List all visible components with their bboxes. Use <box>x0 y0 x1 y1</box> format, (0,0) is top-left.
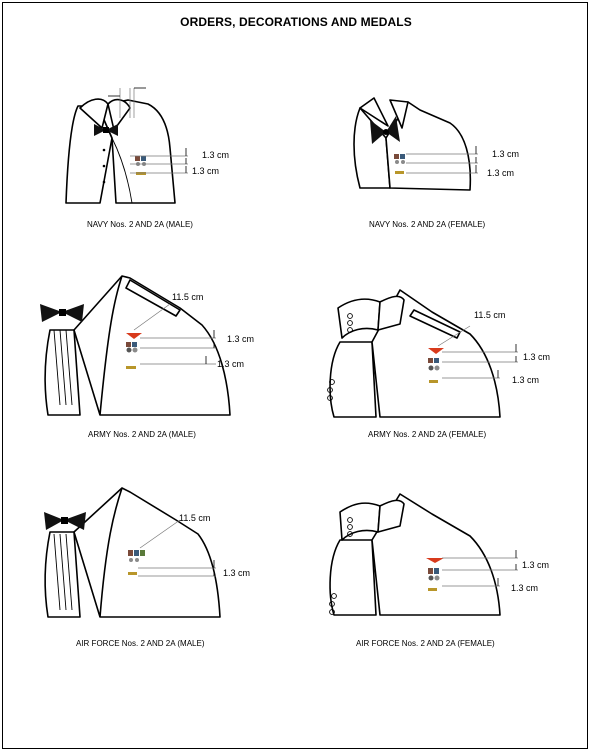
air-force-male-jacket-illustration <box>30 482 270 632</box>
panel-caption: AIR FORCE Nos. 2 AND 2A (FEMALE) <box>356 639 495 648</box>
navy-male-jacket-illustration <box>50 78 270 218</box>
panel-air-force-female <box>320 490 592 710</box>
measurement-label: 11.5 cm <box>179 513 211 523</box>
measurement-label: 1.3 cm <box>223 568 251 578</box>
panel-caption: NAVY Nos. 2 AND 2A (FEMALE) <box>369 220 486 229</box>
navy-female-jacket-illustration <box>330 78 550 218</box>
measurement-label: 11.5 cm <box>172 292 204 302</box>
panel-navy-male <box>50 78 330 298</box>
panel-caption: NAVY Nos. 2 AND 2A (MALE) <box>87 220 193 229</box>
panel-caption: ARMY Nos. 2 AND 2A (FEMALE) <box>368 430 487 439</box>
measurement-label: 1.3 cm <box>217 359 245 369</box>
measurement-label: 1.3 cm <box>512 375 540 385</box>
panel-army-female <box>320 282 592 502</box>
measurement-label: 11.5 cm <box>474 310 506 320</box>
measurement-label: 1.3 cm <box>492 149 520 159</box>
measurement-label: 1.3 cm <box>227 334 255 344</box>
measurement-label: 1.3 cm <box>522 560 550 570</box>
panel-navy-female <box>330 78 592 298</box>
measurement-label: 1.3 cm <box>523 352 551 362</box>
panel-army-male <box>30 270 310 490</box>
measurement-label: 1.3 cm <box>511 583 539 593</box>
army-male-jacket-illustration <box>30 270 270 420</box>
page-title: ORDERS, DECORATIONS AND MEDALS <box>180 15 412 29</box>
measurement-label: 1.3 cm <box>202 150 230 160</box>
panel-caption: ARMY Nos. 2 AND 2A (MALE) <box>88 430 196 439</box>
measurement-label: 1.3 cm <box>487 168 515 178</box>
panel-caption: AIR FORCE Nos. 2 AND 2A (MALE) <box>76 639 205 648</box>
measurement-label: 1.3 cm <box>192 166 220 176</box>
panel-air-force-male <box>30 482 310 702</box>
